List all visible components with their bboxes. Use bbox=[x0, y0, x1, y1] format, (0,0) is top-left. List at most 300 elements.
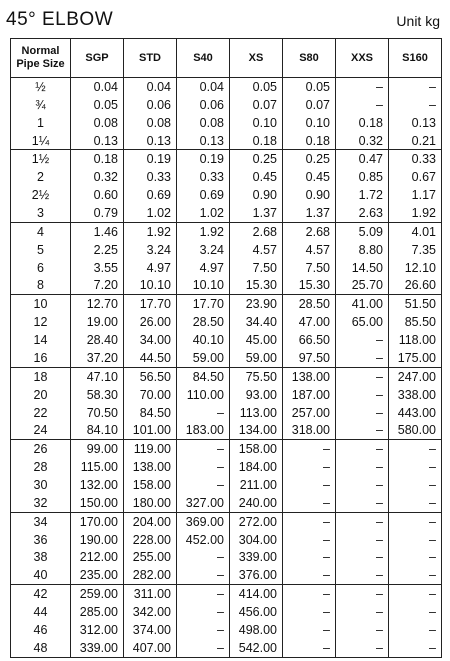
weight-cell: 7.35 bbox=[389, 241, 442, 259]
pipe-size-cell: ½ bbox=[11, 78, 71, 96]
weight-cell: 15.30 bbox=[230, 277, 283, 295]
weight-cell: 118.00 bbox=[389, 331, 442, 349]
weight-cell: 84.50 bbox=[177, 367, 230, 385]
weight-cell: 4.57 bbox=[283, 241, 336, 259]
weight-cell: 190.00 bbox=[71, 531, 124, 549]
weight-cell: – bbox=[336, 639, 389, 658]
pipe-size-cell: ¾ bbox=[11, 96, 71, 114]
column-header-std: STD bbox=[124, 39, 177, 78]
pipe-size-cell: 42 bbox=[11, 585, 71, 603]
table-row bbox=[11, 168, 442, 186]
column-header-s160: S160 bbox=[389, 39, 442, 78]
pipe-size-cell: 30 bbox=[11, 476, 71, 494]
weight-cell: – bbox=[177, 603, 230, 621]
weight-cell: 17.70 bbox=[124, 295, 177, 313]
weight-cell: 12.70 bbox=[71, 295, 124, 313]
page-title: 45° ELBOW bbox=[6, 9, 114, 30]
weight-cell: 0.19 bbox=[124, 150, 177, 168]
weight-cell: 2.68 bbox=[283, 222, 336, 240]
pipe-size-cell: 2½ bbox=[11, 186, 71, 204]
weight-cell: 1.37 bbox=[230, 204, 283, 222]
weight-cell: – bbox=[177, 585, 230, 603]
table-row bbox=[11, 259, 442, 277]
weight-cell: 110.00 bbox=[177, 386, 230, 404]
weight-cell: 183.00 bbox=[177, 421, 230, 439]
weight-cell: – bbox=[336, 566, 389, 584]
weight-cell: 150.00 bbox=[71, 494, 124, 512]
weight-cell: 4.01 bbox=[389, 222, 442, 240]
weight-cell: – bbox=[283, 531, 336, 549]
weight-cell: 119.00 bbox=[124, 440, 177, 458]
pipe-size-cell: 14 bbox=[11, 331, 71, 349]
pipe-size-cell: 38 bbox=[11, 549, 71, 567]
weight-cell: – bbox=[336, 421, 389, 439]
weight-cell: 339.00 bbox=[230, 549, 283, 567]
table-row bbox=[11, 222, 442, 240]
weight-cell: 2.63 bbox=[336, 204, 389, 222]
weight-cell: 212.00 bbox=[71, 549, 124, 567]
weight-cell: 0.67 bbox=[389, 168, 442, 186]
weight-cell: 1.46 bbox=[71, 222, 124, 240]
table-row bbox=[11, 566, 442, 584]
weight-cell: 414.00 bbox=[230, 585, 283, 603]
weight-cell: – bbox=[336, 549, 389, 567]
weight-cell: – bbox=[389, 531, 442, 549]
weight-cell: 374.00 bbox=[124, 621, 177, 639]
weight-cell: – bbox=[177, 404, 230, 422]
table-row bbox=[11, 440, 442, 458]
weight-cell: 0.21 bbox=[389, 132, 442, 150]
column-header-s80: S80 bbox=[283, 39, 336, 78]
table-row bbox=[11, 313, 442, 331]
weight-cell: 0.18 bbox=[336, 114, 389, 132]
weight-cell: – bbox=[336, 621, 389, 639]
weight-cell: 0.32 bbox=[336, 132, 389, 150]
weight-cell: 0.13 bbox=[389, 114, 442, 132]
table-row bbox=[11, 549, 442, 567]
weight-cell: 0.19 bbox=[177, 150, 230, 168]
weight-cell: 47.10 bbox=[71, 367, 124, 385]
weight-cell: 282.00 bbox=[124, 566, 177, 584]
column-header-s40: S40 bbox=[177, 39, 230, 78]
pipe-size-cell: 1 bbox=[11, 114, 71, 132]
weight-cell: 170.00 bbox=[71, 512, 124, 530]
weight-cell: – bbox=[389, 78, 442, 96]
weight-cell: 0.85 bbox=[336, 168, 389, 186]
weight-cell: – bbox=[283, 566, 336, 584]
weight-cell: – bbox=[283, 458, 336, 476]
weight-cell: 407.00 bbox=[124, 639, 177, 658]
weight-cell: 259.00 bbox=[71, 585, 124, 603]
weight-cell: 158.00 bbox=[230, 440, 283, 458]
weight-cell: 85.50 bbox=[389, 313, 442, 331]
weight-cell: 580.00 bbox=[389, 421, 442, 439]
weight-cell: 10.10 bbox=[177, 277, 230, 295]
weight-cell: 26.00 bbox=[124, 313, 177, 331]
weight-cell: 28.50 bbox=[177, 313, 230, 331]
weight-cell: 0.45 bbox=[283, 168, 336, 186]
table-row bbox=[11, 512, 442, 530]
weight-cell: 59.00 bbox=[177, 349, 230, 367]
weight-cell: 115.00 bbox=[71, 458, 124, 476]
table-row bbox=[11, 458, 442, 476]
weight-cell: 12.10 bbox=[389, 259, 442, 277]
column-header-xxs: XXS bbox=[336, 39, 389, 78]
column-header-size: Normal Pipe Size bbox=[11, 39, 71, 78]
weight-cell: – bbox=[283, 549, 336, 567]
table-row bbox=[11, 621, 442, 639]
weight-cell: – bbox=[389, 621, 442, 639]
weight-cell: – bbox=[283, 440, 336, 458]
weight-cell: – bbox=[389, 603, 442, 621]
weight-cell: – bbox=[336, 512, 389, 530]
table-row bbox=[11, 96, 442, 114]
weight-cell: 0.07 bbox=[230, 96, 283, 114]
weight-cell: 97.50 bbox=[283, 349, 336, 367]
pipe-size-cell: 22 bbox=[11, 404, 71, 422]
weight-cell: 1.02 bbox=[124, 204, 177, 222]
weight-cell: 0.33 bbox=[389, 150, 442, 168]
weight-cell: 456.00 bbox=[230, 603, 283, 621]
weight-cell: 272.00 bbox=[230, 512, 283, 530]
table-row bbox=[11, 277, 442, 295]
weight-cell: 228.00 bbox=[124, 531, 177, 549]
weight-cell: 211.00 bbox=[230, 476, 283, 494]
table-row bbox=[11, 367, 442, 385]
weight-cell: – bbox=[283, 494, 336, 512]
weight-cell: – bbox=[283, 476, 336, 494]
pipe-size-cell: 6 bbox=[11, 259, 71, 277]
table-body bbox=[11, 78, 442, 658]
weight-cell: 0.69 bbox=[177, 186, 230, 204]
unit-label: Unit kg bbox=[396, 13, 440, 29]
weight-cell: 84.10 bbox=[71, 421, 124, 439]
weight-cell: – bbox=[336, 476, 389, 494]
weight-cell: 23.90 bbox=[230, 295, 283, 313]
table-row bbox=[11, 186, 442, 204]
weight-cell: – bbox=[177, 476, 230, 494]
weight-cell: 0.08 bbox=[71, 114, 124, 132]
weight-cell: 7.20 bbox=[71, 277, 124, 295]
weight-cell: 0.25 bbox=[283, 150, 336, 168]
weight-cell: 0.60 bbox=[71, 186, 124, 204]
weight-cell: 376.00 bbox=[230, 566, 283, 584]
weight-cell: 342.00 bbox=[124, 603, 177, 621]
table-row bbox=[11, 78, 442, 96]
weight-cell: 34.40 bbox=[230, 313, 283, 331]
weight-cell: 99.00 bbox=[71, 440, 124, 458]
weight-cell: – bbox=[283, 639, 336, 658]
weight-cell: 285.00 bbox=[71, 603, 124, 621]
table-row bbox=[11, 603, 442, 621]
weight-cell: 327.00 bbox=[177, 494, 230, 512]
weight-cell: 101.00 bbox=[124, 421, 177, 439]
weight-cell: 84.50 bbox=[124, 404, 177, 422]
pipe-size-cell: 24 bbox=[11, 421, 71, 439]
weight-cell: 15.30 bbox=[283, 277, 336, 295]
table-row bbox=[11, 150, 442, 168]
pipe-size-cell: 16 bbox=[11, 349, 71, 367]
weight-cell: – bbox=[389, 96, 442, 114]
weight-cell: 452.00 bbox=[177, 531, 230, 549]
weight-cell: 0.13 bbox=[177, 132, 230, 150]
weight-cell: 235.00 bbox=[71, 566, 124, 584]
weight-cell: 2.25 bbox=[71, 241, 124, 259]
weight-cell: – bbox=[336, 603, 389, 621]
weight-cell: 2.68 bbox=[230, 222, 283, 240]
weight-cell: 113.00 bbox=[230, 404, 283, 422]
weight-cell: 1.92 bbox=[389, 204, 442, 222]
pipe-size-cell: 2 bbox=[11, 168, 71, 186]
page-header bbox=[0, 0, 450, 38]
table-row bbox=[11, 476, 442, 494]
pipe-size-cell: 20 bbox=[11, 386, 71, 404]
weight-cell: 1.92 bbox=[124, 222, 177, 240]
table-row bbox=[11, 114, 442, 132]
pipe-size-cell: 18 bbox=[11, 367, 71, 385]
table-row bbox=[11, 331, 442, 349]
weight-cell: 158.00 bbox=[124, 476, 177, 494]
weight-cell: 138.00 bbox=[283, 367, 336, 385]
weight-cell: 0.13 bbox=[71, 132, 124, 150]
weight-cell: 70.00 bbox=[124, 386, 177, 404]
weight-cell: – bbox=[177, 549, 230, 567]
weight-cell: 70.50 bbox=[71, 404, 124, 422]
weight-cell: 0.32 bbox=[71, 168, 124, 186]
weight-cell: 0.47 bbox=[336, 150, 389, 168]
weight-cell: 0.18 bbox=[283, 132, 336, 150]
weight-cell: 312.00 bbox=[71, 621, 124, 639]
weight-cell: 3.24 bbox=[124, 241, 177, 259]
weight-cell: – bbox=[336, 349, 389, 367]
weight-cell: – bbox=[336, 386, 389, 404]
weight-cell: 0.10 bbox=[283, 114, 336, 132]
weight-cell: – bbox=[336, 531, 389, 549]
weight-cell: 1.37 bbox=[283, 204, 336, 222]
weight-cell: 1.17 bbox=[389, 186, 442, 204]
weight-cell: 0.18 bbox=[230, 132, 283, 150]
weight-cell: 25.70 bbox=[336, 277, 389, 295]
table-row bbox=[11, 386, 442, 404]
weight-cell: 0.08 bbox=[124, 114, 177, 132]
weight-cell: 0.04 bbox=[124, 78, 177, 96]
weight-cell: 1.72 bbox=[336, 186, 389, 204]
weight-cell: 0.05 bbox=[283, 78, 336, 96]
pipe-size-cell: 12 bbox=[11, 313, 71, 331]
weight-cell: 0.90 bbox=[283, 186, 336, 204]
weight-cell: – bbox=[389, 440, 442, 458]
pipe-size-cell: 3 bbox=[11, 204, 71, 222]
weight-cell: 247.00 bbox=[389, 367, 442, 385]
weight-cell: – bbox=[336, 367, 389, 385]
weight-cell: 138.00 bbox=[124, 458, 177, 476]
weight-cell: 34.00 bbox=[124, 331, 177, 349]
weight-cell: 17.70 bbox=[177, 295, 230, 313]
weight-cell: – bbox=[389, 476, 442, 494]
weight-cell: 3.55 bbox=[71, 259, 124, 277]
table-row bbox=[11, 639, 442, 658]
weight-cell: 0.04 bbox=[71, 78, 124, 96]
weight-cell: 0.69 bbox=[124, 186, 177, 204]
weight-cell: – bbox=[389, 494, 442, 512]
weight-cell: 0.33 bbox=[177, 168, 230, 186]
weight-cell: 369.00 bbox=[177, 512, 230, 530]
weight-cell: 66.50 bbox=[283, 331, 336, 349]
weight-table bbox=[10, 38, 442, 658]
weight-cell: 0.33 bbox=[124, 168, 177, 186]
weight-cell: 56.50 bbox=[124, 367, 177, 385]
table-row bbox=[11, 132, 442, 150]
weight-cell: 204.00 bbox=[124, 512, 177, 530]
weight-cell: 40.10 bbox=[177, 331, 230, 349]
weight-cell: 28.40 bbox=[71, 331, 124, 349]
weight-cell: 240.00 bbox=[230, 494, 283, 512]
weight-cell: 180.00 bbox=[124, 494, 177, 512]
table-row bbox=[11, 295, 442, 313]
weight-cell: 19.00 bbox=[71, 313, 124, 331]
table-row bbox=[11, 421, 442, 439]
weight-cell: 0.25 bbox=[230, 150, 283, 168]
weight-cell: – bbox=[177, 566, 230, 584]
table-row bbox=[11, 404, 442, 422]
weight-cell: 5.09 bbox=[336, 222, 389, 240]
weight-cell: 0.45 bbox=[230, 168, 283, 186]
weight-cell: 59.00 bbox=[230, 349, 283, 367]
weight-cell: 1.02 bbox=[177, 204, 230, 222]
weight-cell: 58.30 bbox=[71, 386, 124, 404]
pipe-size-cell: 8 bbox=[11, 277, 71, 295]
weight-cell: 4.57 bbox=[230, 241, 283, 259]
weight-cell: 338.00 bbox=[389, 386, 442, 404]
weight-cell: 311.00 bbox=[124, 585, 177, 603]
weight-cell: – bbox=[336, 404, 389, 422]
pipe-size-cell: 44 bbox=[11, 603, 71, 621]
weight-cell: 8.80 bbox=[336, 241, 389, 259]
weight-cell: – bbox=[336, 494, 389, 512]
pipe-size-cell: 34 bbox=[11, 512, 71, 530]
weight-cell: 0.13 bbox=[124, 132, 177, 150]
weight-cell: – bbox=[336, 585, 389, 603]
weight-cell: – bbox=[177, 458, 230, 476]
pipe-size-cell: 28 bbox=[11, 458, 71, 476]
weight-cell: 318.00 bbox=[283, 421, 336, 439]
weight-cell: 26.60 bbox=[389, 277, 442, 295]
table-row bbox=[11, 204, 442, 222]
weight-cell: – bbox=[389, 458, 442, 476]
weight-cell: – bbox=[283, 603, 336, 621]
weight-cell: – bbox=[389, 585, 442, 603]
weight-cell: 4.97 bbox=[177, 259, 230, 277]
column-header-sgp: SGP bbox=[71, 39, 124, 78]
weight-cell: 75.50 bbox=[230, 367, 283, 385]
weight-cell: – bbox=[389, 639, 442, 658]
weight-cell: 10.10 bbox=[124, 277, 177, 295]
weight-cell: 257.00 bbox=[283, 404, 336, 422]
weight-cell: 134.00 bbox=[230, 421, 283, 439]
pipe-size-cell: 1¼ bbox=[11, 132, 71, 150]
weight-cell: 542.00 bbox=[230, 639, 283, 658]
weight-cell: 1.92 bbox=[177, 222, 230, 240]
table-row bbox=[11, 349, 442, 367]
weight-cell: 47.00 bbox=[283, 313, 336, 331]
weight-cell: 65.00 bbox=[336, 313, 389, 331]
weight-cell: 339.00 bbox=[71, 639, 124, 658]
weight-cell: – bbox=[177, 639, 230, 658]
pipe-size-cell: 46 bbox=[11, 621, 71, 639]
weight-cell: 184.00 bbox=[230, 458, 283, 476]
weight-cell: 0.05 bbox=[71, 96, 124, 114]
pipe-size-cell: 10 bbox=[11, 295, 71, 313]
weight-cell: – bbox=[336, 458, 389, 476]
weight-cell: 0.18 bbox=[71, 150, 124, 168]
table-row bbox=[11, 531, 442, 549]
weight-cell: 44.50 bbox=[124, 349, 177, 367]
weight-cell: 0.05 bbox=[230, 78, 283, 96]
weight-cell: 0.07 bbox=[283, 96, 336, 114]
weight-cell: 0.10 bbox=[230, 114, 283, 132]
weight-cell: 0.90 bbox=[230, 186, 283, 204]
weight-cell: 3.24 bbox=[177, 241, 230, 259]
weight-cell: 7.50 bbox=[230, 259, 283, 277]
weight-cell: – bbox=[177, 440, 230, 458]
pipe-size-cell: 48 bbox=[11, 639, 71, 658]
weight-cell: 443.00 bbox=[389, 404, 442, 422]
pipe-size-cell: 36 bbox=[11, 531, 71, 549]
weight-cell: 0.08 bbox=[177, 114, 230, 132]
weight-cell: 28.50 bbox=[283, 295, 336, 313]
weight-cell: 304.00 bbox=[230, 531, 283, 549]
weight-cell: 51.50 bbox=[389, 295, 442, 313]
weight-cell: 41.00 bbox=[336, 295, 389, 313]
weight-cell: 132.00 bbox=[71, 476, 124, 494]
weight-cell: – bbox=[389, 549, 442, 567]
weight-cell: – bbox=[283, 621, 336, 639]
pipe-size-cell: 5 bbox=[11, 241, 71, 259]
weight-cell: – bbox=[336, 331, 389, 349]
weight-cell: 0.79 bbox=[71, 204, 124, 222]
weight-cell: 0.04 bbox=[177, 78, 230, 96]
weight-cell: 4.97 bbox=[124, 259, 177, 277]
weight-cell: 7.50 bbox=[283, 259, 336, 277]
weight-cell: 0.06 bbox=[124, 96, 177, 114]
weight-cell: – bbox=[283, 585, 336, 603]
weight-cell: 45.00 bbox=[230, 331, 283, 349]
pipe-size-cell: 32 bbox=[11, 494, 71, 512]
table-header bbox=[11, 39, 442, 78]
pipe-size-cell: 4 bbox=[11, 222, 71, 240]
weight-cell: 498.00 bbox=[230, 621, 283, 639]
pipe-size-cell: 26 bbox=[11, 440, 71, 458]
table-row bbox=[11, 585, 442, 603]
weight-cell: 14.50 bbox=[336, 259, 389, 277]
pipe-size-cell: 1½ bbox=[11, 150, 71, 168]
pipe-size-cell: 40 bbox=[11, 566, 71, 584]
weight-cell: – bbox=[389, 512, 442, 530]
weight-cell: – bbox=[336, 96, 389, 114]
weight-cell: – bbox=[177, 621, 230, 639]
table-row bbox=[11, 241, 442, 259]
weight-cell: 255.00 bbox=[124, 549, 177, 567]
weight-cell: 37.20 bbox=[71, 349, 124, 367]
weight-cell: 0.06 bbox=[177, 96, 230, 114]
weight-cell: – bbox=[283, 512, 336, 530]
table-row bbox=[11, 494, 442, 512]
weight-cell: – bbox=[336, 440, 389, 458]
weight-cell: – bbox=[389, 566, 442, 584]
column-header-xs: XS bbox=[230, 39, 283, 78]
weight-cell: – bbox=[336, 78, 389, 96]
weight-cell: 93.00 bbox=[230, 386, 283, 404]
